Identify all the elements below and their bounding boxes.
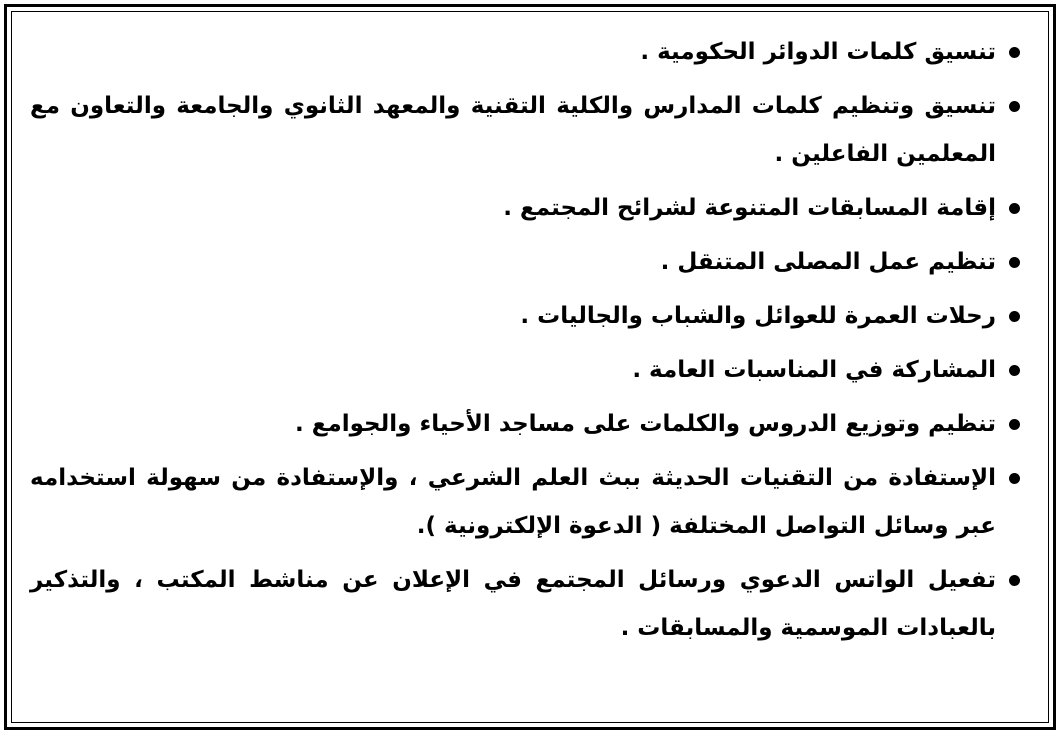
list-item-text: تنظيم وتوزيع الدروس والكلمات على مساجد الأحياء والجوامع . — [295, 411, 996, 437]
bullet-icon — [1009, 311, 1020, 322]
list-item-text: تفعيل الواتس الدعوي ورسائل المجتمع في الإعلان عن مناشط المكتب ، والتذكير بالعبادات الموسمية والمسابقات . — [30, 567, 996, 641]
list-item-text: تنظيم عمل المصلى المتنقل . — [660, 249, 996, 275]
list-item-text: المشاركة في المناسبات العامة . — [632, 357, 996, 383]
list-item-text: الإستفادة من التقنيات الحديثة ببث العلم الشرعي ، والإستفادة من سهولة استخدامه عبر وسائل التواصل المختلفة ( الدعوة الإلكترونية ). — [30, 465, 996, 539]
list-item — [30, 184, 1020, 232]
list-item-text: إقامة المسابقات المتنوعة لشرائح المجتمع . — [503, 195, 996, 221]
bullet-icon — [1009, 203, 1020, 214]
bullet-list — [30, 28, 1020, 652]
bullet-icon — [1009, 365, 1020, 376]
list-item-text: تنسيق كلمات الدوائر الحكومية . — [640, 39, 996, 65]
bullet-list-container — [30, 28, 1020, 658]
list-item — [30, 238, 1020, 286]
bullet-icon — [1009, 575, 1020, 586]
bullet-icon — [1009, 419, 1020, 430]
list-item — [30, 28, 1020, 76]
list-item — [30, 556, 1020, 652]
list-item-text: تنسيق وتنظيم كلمات المدارس والكلية التقنية والمعهد الثانوي والجامعة والتعاون مع المعلمين الفاعلين . — [30, 93, 996, 167]
list-item-text: رحلات العمرة للعوائل والشباب والجاليات . — [520, 303, 996, 329]
list-item — [30, 454, 1020, 550]
list-item — [30, 400, 1020, 448]
bullet-icon — [1009, 257, 1020, 268]
bullet-icon — [1009, 473, 1020, 484]
list-item — [30, 82, 1020, 178]
list-item — [30, 292, 1020, 340]
bullet-icon — [1009, 101, 1020, 112]
list-item — [30, 346, 1020, 394]
bullet-icon — [1009, 47, 1020, 58]
